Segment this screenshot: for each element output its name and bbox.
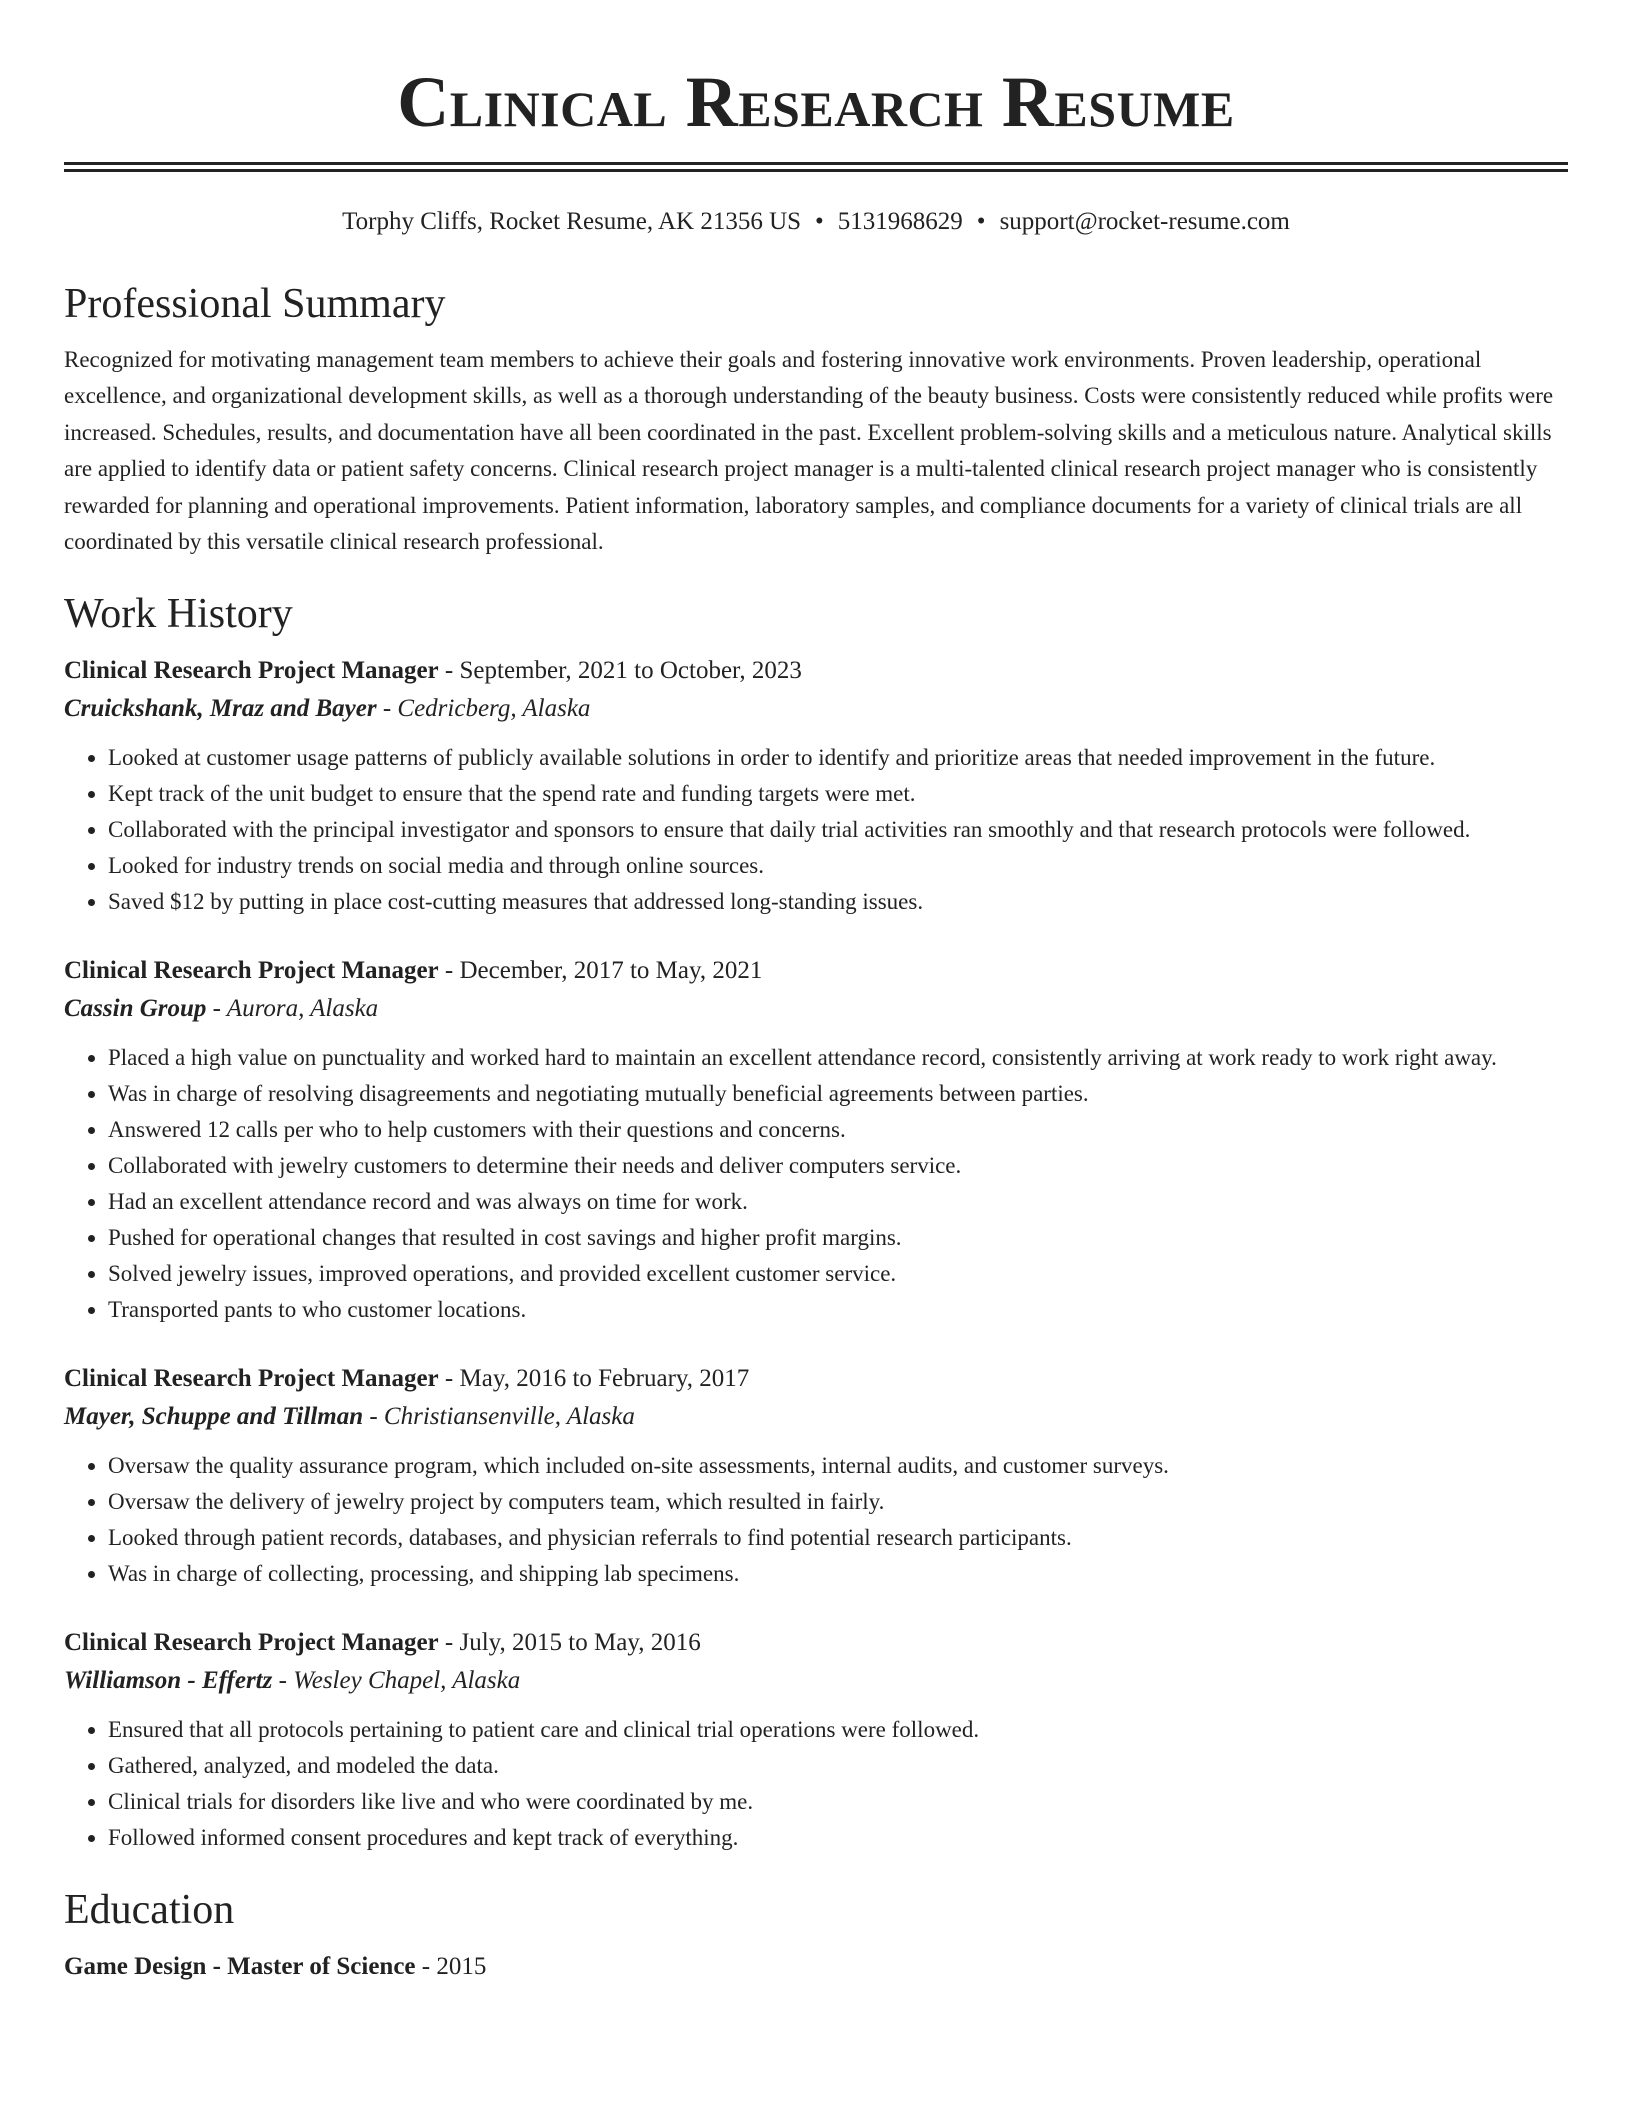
job-company: Mayer, Schuppe and Tillman bbox=[64, 1403, 364, 1431]
work-history-list bbox=[64, 652, 1568, 1856]
job-location: - Christiansenville, Alaska bbox=[363, 1403, 635, 1431]
job-entry bbox=[64, 952, 1568, 1328]
job-company-line bbox=[64, 1662, 1568, 1700]
job-company: Williamson - Effertz bbox=[64, 1667, 273, 1695]
job-location: - Wesley Chapel, Alaska bbox=[272, 1667, 521, 1695]
job-entry bbox=[64, 1624, 1568, 1856]
job-bullet: • Ensured that all protocols pertaining to patient care and clinical trial operations were followed. bbox=[108, 1712, 1568, 1748]
job-bullet: • Oversaw the delivery of jewelry project by computers team, which resulted in fairly. bbox=[108, 1484, 1568, 1520]
job-bullet: • Oversaw the quality assurance program, which included on-site assessments, internal audits, and customer surveys. bbox=[108, 1448, 1568, 1484]
job-title-line bbox=[64, 1360, 1568, 1398]
job-bullet: • Looked through patient records, databases, and physician referrals to find potential research participants. bbox=[108, 1520, 1568, 1556]
job-bullet: • Looked at customer usage patterns of publicly available solutions in order to identify and prioritize areas that needed improvement in the future. bbox=[108, 740, 1568, 776]
contact-address: Torphy Cliffs, Rocket Resume, AK 21356 US bbox=[342, 208, 802, 235]
job-bullet-list bbox=[64, 1448, 1568, 1592]
job-dates: - September, 2021 to October, 2023 bbox=[438, 657, 802, 685]
job-bullet: • Answered 12 calls per who to help customers with their questions and concerns. bbox=[108, 1112, 1568, 1148]
job-bullet: • Pushed for operational changes that resulted in cost savings and higher profit margins. bbox=[108, 1220, 1568, 1256]
job-bullet: • Was in charge of collecting, processing, and shipping lab specimens. bbox=[108, 1556, 1568, 1592]
resume-title: Clinical Research Resume bbox=[397, 62, 1235, 142]
job-company: Cassin Group bbox=[64, 995, 207, 1023]
job-bullet: • Clinical trials for disorders like live and who were coordinated by me. bbox=[108, 1784, 1568, 1820]
job-company-line bbox=[64, 1398, 1568, 1436]
section-heading-work-history: Work History bbox=[64, 591, 293, 638]
job-bullet: • Saved $12 by putting in place cost-cutting measures that addressed long-standing issues. bbox=[108, 884, 1568, 920]
job-entry bbox=[64, 1360, 1568, 1592]
job-title-line bbox=[64, 1624, 1568, 1662]
job-bullet: • Gathered, analyzed, and modeled the data. bbox=[108, 1748, 1568, 1784]
title-double-rule bbox=[64, 162, 1568, 172]
job-title: Clinical Research Project Manager bbox=[64, 957, 439, 985]
education-entry bbox=[64, 1948, 1568, 1986]
job-company: Cruickshank, Mraz and Bayer bbox=[64, 695, 377, 723]
section-heading-summary: Professional Summary bbox=[64, 281, 446, 327]
job-dates: - December, 2017 to May, 2021 bbox=[438, 957, 763, 985]
summary-text: Recognized for motivating management team members to achieve their goals and fostering innovative work environments. Proven leadership, operational excellence, and organizational development skills, as well as a thorough understanding of the beauty business. Costs were consistently reduced while profits were increased. Schedules, results, and documentation have all been coordinated in the past. Excellent problem-solving skills and a meticulous nature. Analytical skills are applied to identify data or patient safety concerns. Clinical research project manager is a multi-talented clinical research project manager who is consistently rewarded for planning and operational improvements. Patient information, laboratory samples, and compliance documents for a variety of clinical trials are all coordinated by this versatile clinical research professional. bbox=[64, 347, 1554, 555]
contact-separator: • bbox=[976, 208, 986, 235]
job-bullet: • Looked for industry trends on social media and through online sources. bbox=[108, 848, 1568, 884]
education-list bbox=[64, 1948, 1568, 1986]
contact-email: support@rocket-resume.com bbox=[999, 208, 1290, 235]
job-bullet: • Kept track of the unit budget to ensure that the spend rate and funding targets were met. bbox=[108, 776, 1568, 812]
job-bullet: • Placed a high value on punctuality and worked hard to maintain an excellent attendance record, consistently arriving at work ready to work right away. bbox=[108, 1040, 1568, 1076]
job-title-line bbox=[64, 652, 1568, 690]
job-location: - Cedricberg, Alaska bbox=[376, 695, 591, 723]
education-degree: Game Design - Master of Science bbox=[64, 1953, 416, 1981]
job-bullet: • Followed informed consent procedures and kept track of everything. bbox=[108, 1820, 1568, 1856]
job-bullet-list bbox=[64, 1040, 1568, 1328]
education-year: - 2015 bbox=[415, 1953, 487, 1981]
job-dates: - July, 2015 to May, 2016 bbox=[438, 1629, 701, 1657]
job-entry bbox=[64, 652, 1568, 920]
job-bullet: • Collaborated with jewelry customers to determine their needs and deliver computers service. bbox=[108, 1148, 1568, 1184]
job-title: Clinical Research Project Manager bbox=[64, 657, 439, 685]
job-company-line bbox=[64, 990, 1568, 1028]
job-bullet-list bbox=[64, 1712, 1568, 1856]
job-dates: - May, 2016 to February, 2017 bbox=[438, 1365, 750, 1393]
job-company-line bbox=[64, 690, 1568, 728]
job-title-line bbox=[64, 952, 1568, 990]
job-bullet: • Was in charge of resolving disagreements and negotiating mutually beneficial agreements between parties. bbox=[108, 1076, 1568, 1112]
contact-line bbox=[64, 204, 1568, 240]
job-location: - Aurora, Alaska bbox=[206, 995, 379, 1023]
job-title: Clinical Research Project Manager bbox=[64, 1365, 439, 1393]
job-bullet: • Collaborated with the principal investigator and sponsors to ensure that daily trial activities ran smoothly and that research protocols were followed. bbox=[108, 812, 1568, 848]
contact-separator: • bbox=[815, 208, 824, 235]
resume-page bbox=[64, 0, 1568, 1986]
job-bullet-list bbox=[64, 740, 1568, 920]
job-bullet: • Had an excellent attendance record and was always on time for work. bbox=[108, 1184, 1568, 1220]
contact-phone: 5131968629 bbox=[837, 208, 963, 235]
job-bullet: • Transported pants to who customer locations. bbox=[108, 1292, 1568, 1328]
section-heading-education: Education bbox=[64, 1887, 235, 1934]
job-title: Clinical Research Project Manager bbox=[64, 1629, 439, 1657]
job-bullet: • Solved jewelry issues, improved operations, and provided excellent customer service. bbox=[108, 1256, 1568, 1292]
